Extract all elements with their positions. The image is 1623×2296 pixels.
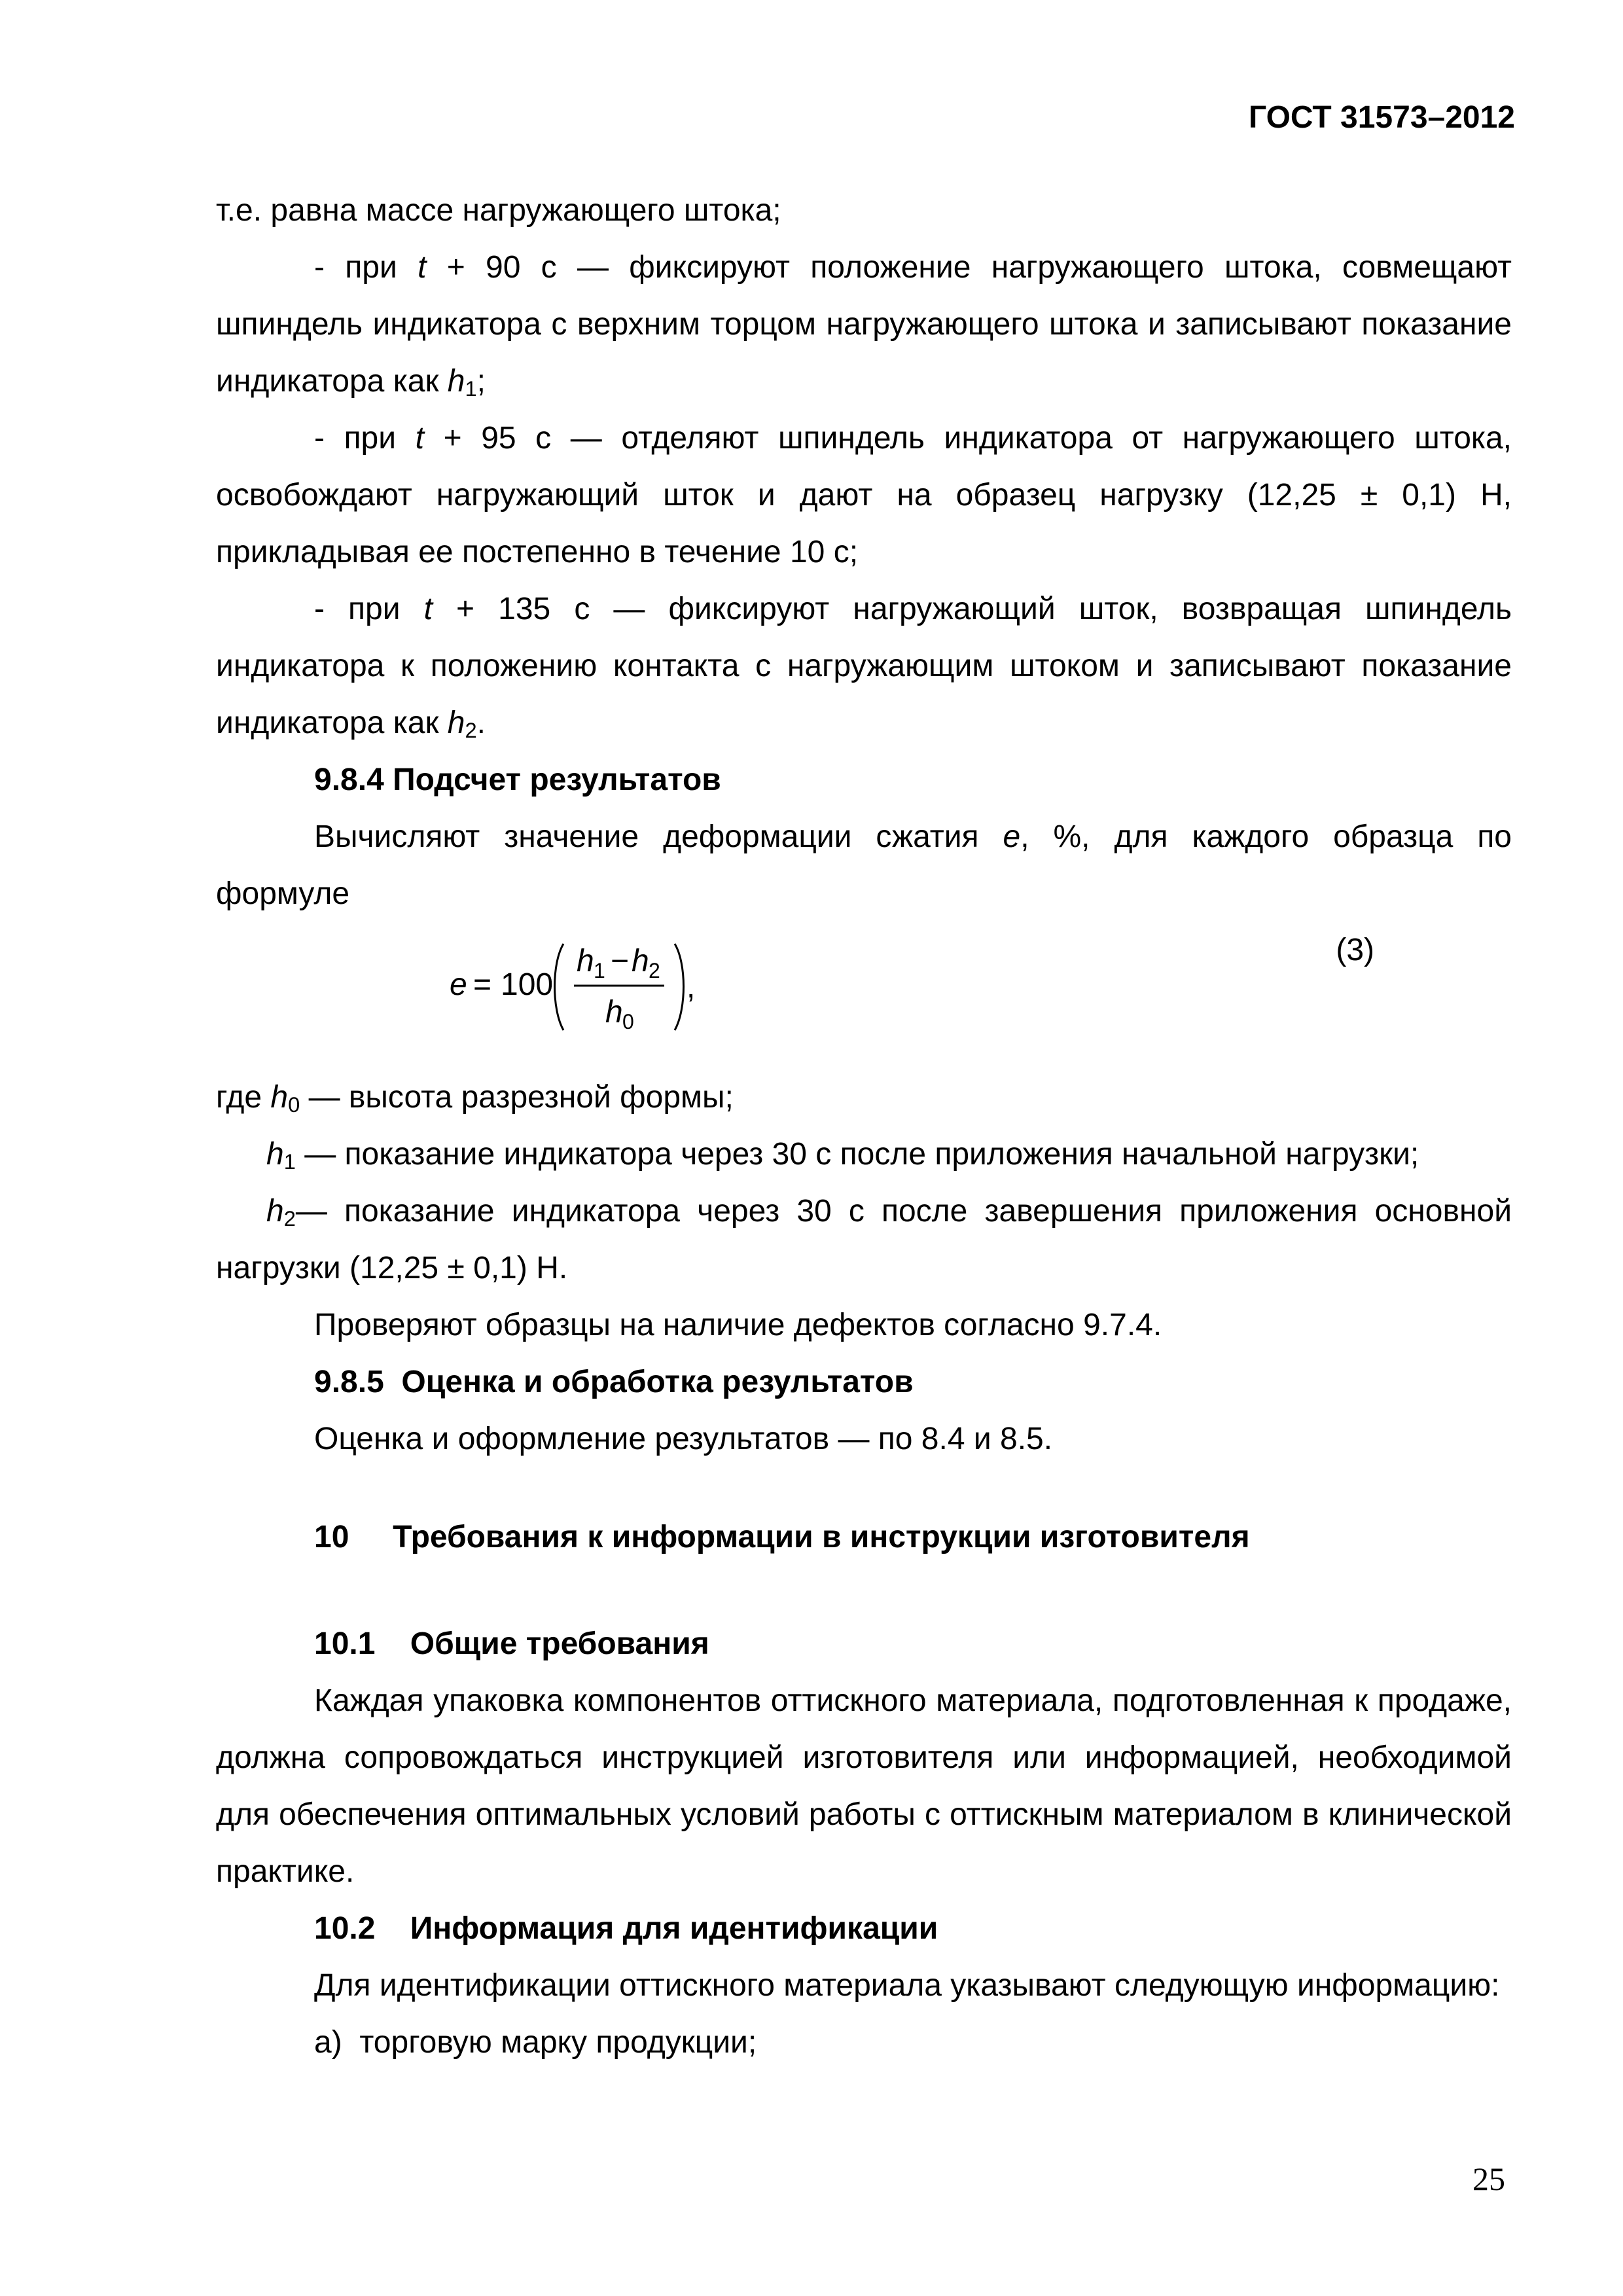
formula-minus: − xyxy=(611,944,630,978)
paragraph-step-t90: - при t + 90 с — фиксируют положение нагружающего штока, совмещают шпиндель индикатора с верхним торцом нагружающего штока и записывают показание индикатора как $h_1$; xyxy=(216,250,1512,401)
definition-h2: $h_2—$ показание индикатора через 30 с после завершения приложения основной нагрузки (12,25 ± 0,1) Н. xyxy=(216,1194,1512,1285)
section-heading-10-1: 10.1 Общие требования xyxy=(314,1626,709,1661)
formula-h1: h xyxy=(577,944,594,978)
paragraph-evaluation: Оценка и оформление результатов — по 8.4 и 8.5. xyxy=(314,1422,1053,1456)
formula-h2-sub: 2 xyxy=(649,959,660,982)
paragraph-compute: Вычисляют значение деформации сжатия e, %, для каждого образца по формуле xyxy=(216,819,1512,911)
formula-comma: , xyxy=(687,970,696,1005)
definition-h0: где $h_0$ — высота разрезной формы; xyxy=(216,1080,734,1117)
formula-h2: h xyxy=(632,944,649,978)
section-heading-10-2: 10.2 Информация для идентификации xyxy=(314,1911,938,1946)
list-item-a: а) торговую марку продукции; xyxy=(314,2025,757,2060)
paragraph-mass: т.е. равна массе нагружающего штока; xyxy=(216,193,781,228)
formula-lhs: e xyxy=(450,967,467,1002)
section-heading-9-8-4: 9.8.4 Подсчет результатов xyxy=(314,762,721,797)
formula-coefficient: 100 xyxy=(501,967,554,1002)
paragraph-identification: Для идентификации оттискного материала указывают следующую информацию: xyxy=(314,1968,1500,2003)
paragraph-step-t135: - при t + 135 с — фиксируют нагружающий шток, возвращая шпиндель индикатора к положению контакта с нагружающим штоком и записывают показание индикатора как $h_2$. xyxy=(216,592,1512,743)
formula-number: (3) xyxy=(1336,933,1374,967)
section-heading-10: 10 Требования к информации в инструкции изготовителя xyxy=(314,1520,1250,1554)
page-number: 25 xyxy=(1472,2161,1505,2197)
formula-h0-sub: 0 xyxy=(622,1010,634,1033)
formula-3 xyxy=(448,924,736,1055)
formula-equals: = xyxy=(473,967,492,1002)
document-body xyxy=(216,182,1512,2071)
paragraph-step-t95: - при t + 95 с — отделяют шпиндель индикатора от нагружающего штока, освобождают нагружающий шток и дают на образец нагрузку (12,25 ± 0,1) Н, прикладывая ее постепенно в течение 10 с; xyxy=(216,421,1512,569)
definition-h1: $h_1$ — показание индикатора через 30 с после приложения начальной нагрузки; xyxy=(266,1137,1419,1174)
formula-h0: h xyxy=(605,995,623,1030)
formula-h1-sub: 1 xyxy=(594,959,605,982)
paragraph-packaging: Каждая упаковка компонентов оттискного материала, подготовленная к продаже, должна сопровождаться инструкцией изготовителя или информацией, необходимой для обеспечения оптимальных условий работы с оттискным материалом в клинической практике. xyxy=(216,1683,1512,1889)
document-header: ГОСТ 31573–2012 xyxy=(1249,100,1515,135)
paragraph-defects: Проверяют образцы на наличие дефектов согласно 9.7.4. xyxy=(314,1308,1162,1342)
section-heading-9-8-5: 9.8.5 Оценка и обработка результатов xyxy=(314,1365,914,1399)
formula-block xyxy=(216,924,1512,1055)
